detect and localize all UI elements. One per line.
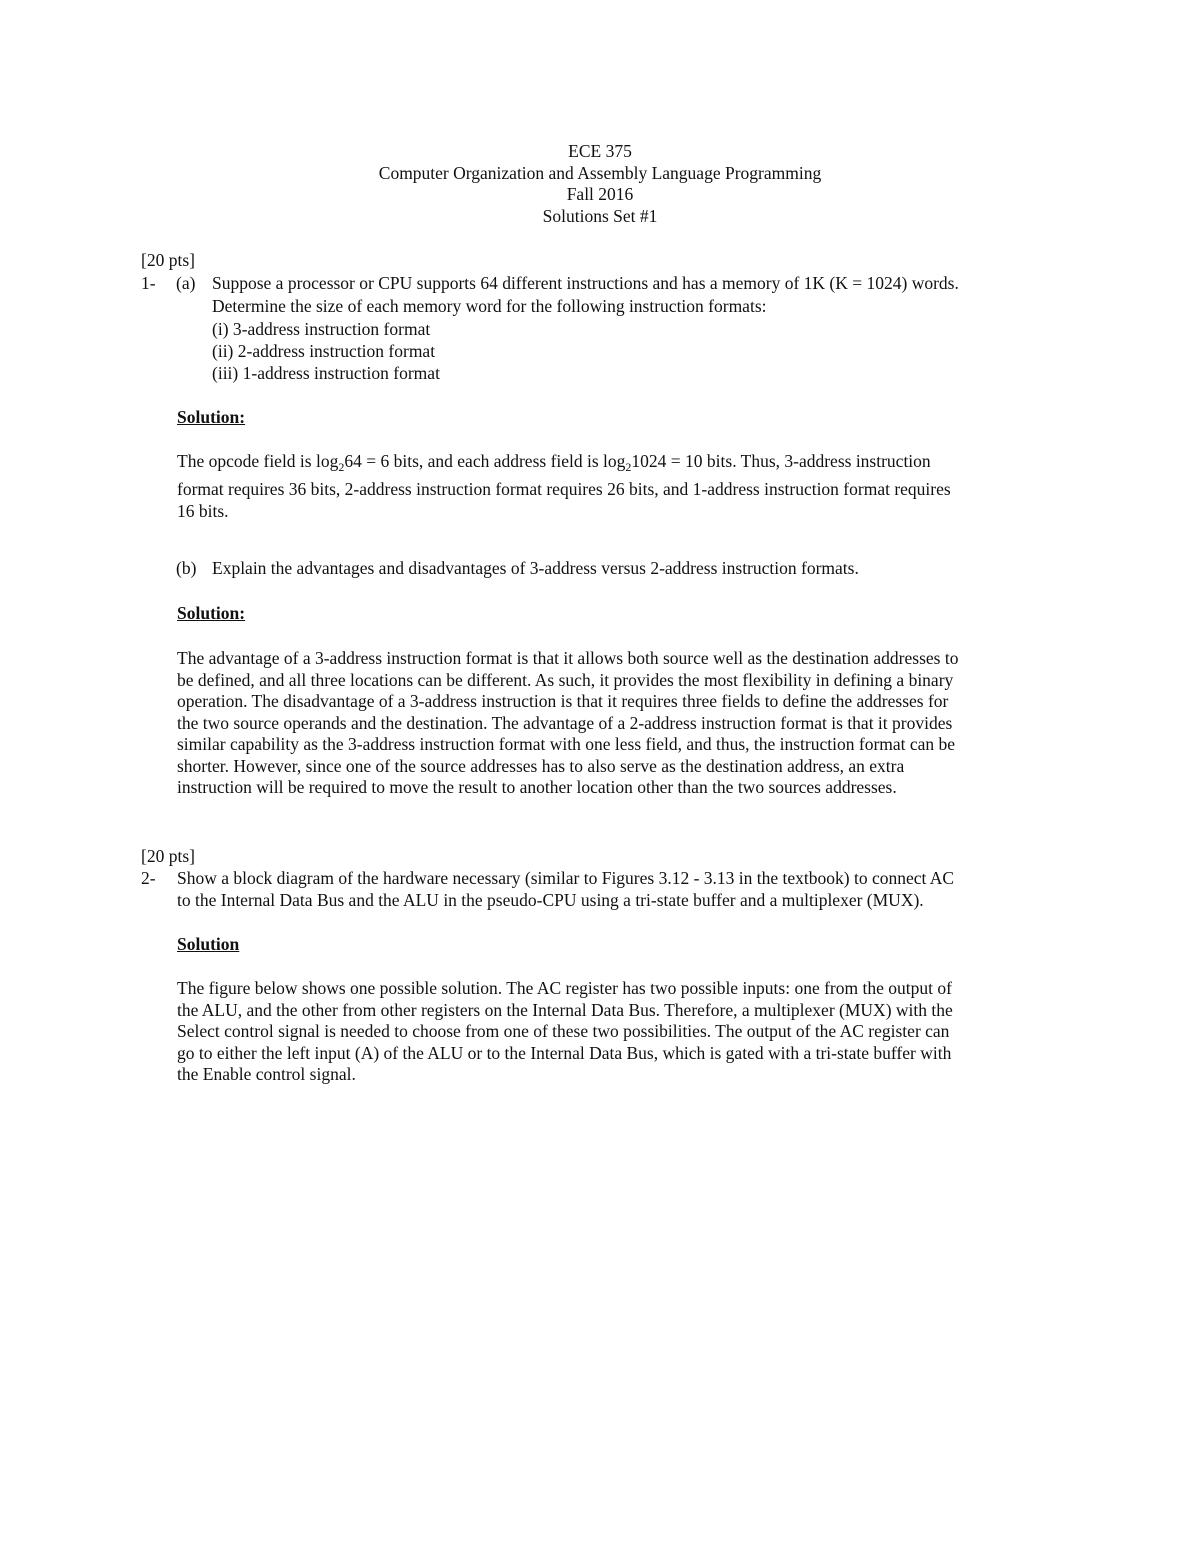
q2-number: 2- — [141, 868, 156, 888]
q1a-solution-line2: format requires 36 bits, 2-address instruction format requires 26 bits, and 1-address instruction format requires — [177, 479, 951, 499]
log-base-subscript: 2 — [338, 460, 345, 474]
q1-points: [20 pts] — [141, 250, 195, 270]
q1a-solution-text-3: 1024 = 10 bits. Thus, 3-address instruction — [631, 451, 931, 471]
q2-points: [20 pts] — [141, 846, 195, 866]
q1a-solution-heading: Solution: — [177, 407, 246, 427]
q2-question-line1: Show a block diagram of the hardware necessary (similar to Figures 3.12 - 3.13 in the textbook) to connect AC — [177, 868, 955, 888]
paragraph-line: the ALU, and the other from other registers on the Internal Data Bus. Therefore, a multiplexer (MUX) with the — [177, 999, 953, 1020]
q1-number: 1- — [141, 273, 156, 293]
document-header — [0, 141, 1200, 227]
paragraph-line: Select control signal is needed to choose from one of these two possibilities. The output of the AC register can — [177, 1021, 950, 1041]
course-code: ECE 375 — [568, 141, 632, 161]
q1-part-a-line1: Suppose a processor or CPU supports 64 different instructions and has a memory of 1K (K = 1024) words. — [212, 273, 959, 293]
q1-item-ii: (ii) 2-address instruction format — [212, 341, 436, 361]
q1a-solution-line3: 16 bits. — [177, 501, 229, 521]
paragraph-line: be defined, and all three locations can be different. As such, it provides the most flexibility in defining a binary — [177, 669, 954, 690]
paragraph-line: The advantage of a 3-address instruction format is that it allows both source well as the destination addresses to — [177, 648, 959, 668]
q2-question-line2: to the Internal Data Bus and the ALU in the pseudo-CPU using a tri-state buffer and a multiplexer (MUX). — [177, 890, 924, 910]
paragraph-line: shorter. However, since one of the source addresses has to also serve as the destination address, an extra — [177, 755, 905, 776]
paragraph-line: The figure below shows one possible solution. The AC register has two possible inputs: one from the output of — [177, 978, 952, 998]
q1-part-a-line2: Determine the size of each memory word for the following instruction formats: — [212, 296, 767, 316]
q1b-solution-heading: Solution: — [177, 603, 246, 623]
q1a-solution-text-1: The opcode field is log — [177, 451, 339, 471]
q1b-solution-paragraph — [177, 648, 958, 799]
paragraph-line: go to either the left input (A) of the ALU or to the Internal Data Bus, which is gated with a tri-state buffer with — [177, 1042, 952, 1063]
q1-part-b-text: Explain the advantages and disadvantages of 3-address versus 2-address instruction formats. — [212, 558, 859, 578]
q1-item-i: (i) 3-address instruction format — [212, 319, 431, 339]
paragraph-line: the two source operands and the destination. The advantage of a 2-address instruction format is that it provides — [177, 712, 953, 733]
log-base-subscript: 2 — [625, 460, 632, 474]
q1-item-iii: (iii) 1-address instruction format — [212, 363, 440, 383]
q1a-solution-line1 — [177, 451, 931, 473]
paragraph-line: operation. The disadvantage of a 3-address instruction is that it requires three fields to define the addresses for — [177, 691, 949, 711]
solutions-set-title: Solutions Set #1 — [542, 205, 658, 226]
q2-solution-paragraph — [177, 978, 953, 1086]
term: Fall 2016 — [566, 184, 634, 204]
q2-solution-heading: Solution — [177, 934, 240, 954]
course-title: Computer Organization and Assembly Language Programming — [378, 162, 822, 183]
paragraph-line: similar capability as the 3-address instruction format with one less field, and thus, the instruction format can be — [177, 734, 956, 754]
q1-part-a-label: (a) — [176, 273, 196, 293]
q1-part-b-label: (b) — [176, 558, 197, 578]
q1a-solution-text-2: 64 = 6 bits, and each address field is log — [344, 451, 626, 471]
paragraph-line: the Enable control signal. — [177, 1064, 356, 1084]
paragraph-line: instruction will be required to move the result to another location other than the two sources addresses. — [177, 777, 897, 797]
